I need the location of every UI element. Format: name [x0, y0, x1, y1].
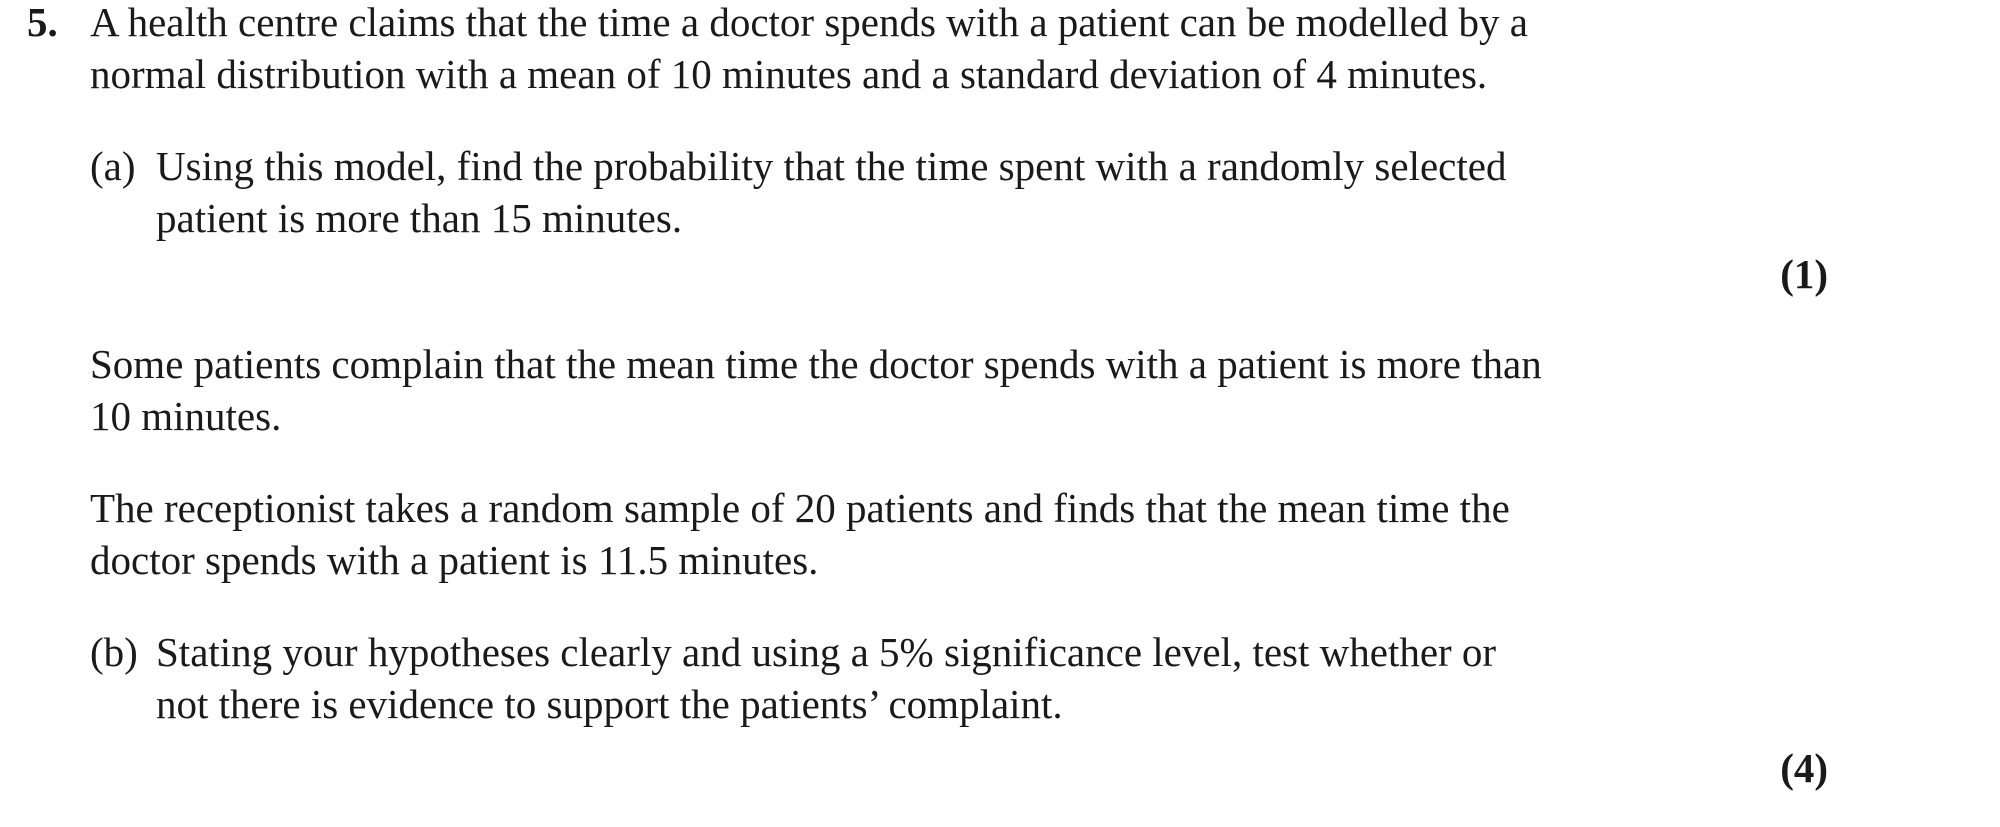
intro-line-1: A health centre claims that the time a doctor spends with a patient can be modelled by a — [90, 0, 1528, 45]
part-b-line-1: Stating your hypotheses clearly and using a 5% significance level, test whether or — [156, 629, 1497, 675]
part-a — [90, 140, 1828, 244]
part-a-line-2: patient is more than 15 minutes. — [156, 195, 683, 241]
part-b-line-2: not there is evidence to support the patients’ complaint. — [156, 681, 1063, 727]
part-b-marks: (4) — [1780, 745, 1828, 791]
paragraph-complaint — [90, 338, 1828, 442]
question-intro-paragraph — [90, 0, 1828, 100]
intro-line-2: normal distribution with a mean of 10 minutes and a standard deviation of 4 minutes. — [90, 51, 1488, 97]
part-a-text — [156, 140, 1828, 244]
sample-line-1: The receptionist takes a random sample of 20 patients and finds that the mean time the — [90, 485, 1510, 531]
part-b-text — [156, 626, 1828, 730]
sample-line-2: doctor spends with a patient is 11.5 minutes. — [90, 537, 819, 583]
question-body — [90, 0, 1828, 794]
paragraph-sample — [90, 482, 1828, 586]
part-a-marks: (1) — [1780, 251, 1828, 297]
part-b — [90, 626, 1828, 730]
complaint-line-2: 10 minutes. — [90, 393, 282, 439]
part-a-line-1: Using this model, find the probability that the time spent with a randomly selected — [156, 143, 1507, 189]
part-a-label: (a) — [90, 143, 136, 189]
part-b-label: (b) — [90, 629, 138, 675]
question-number: 5. — [27, 0, 58, 45]
complaint-line-1: Some patients complain that the mean time the doctor spends with a patient is more than — [90, 341, 1542, 387]
